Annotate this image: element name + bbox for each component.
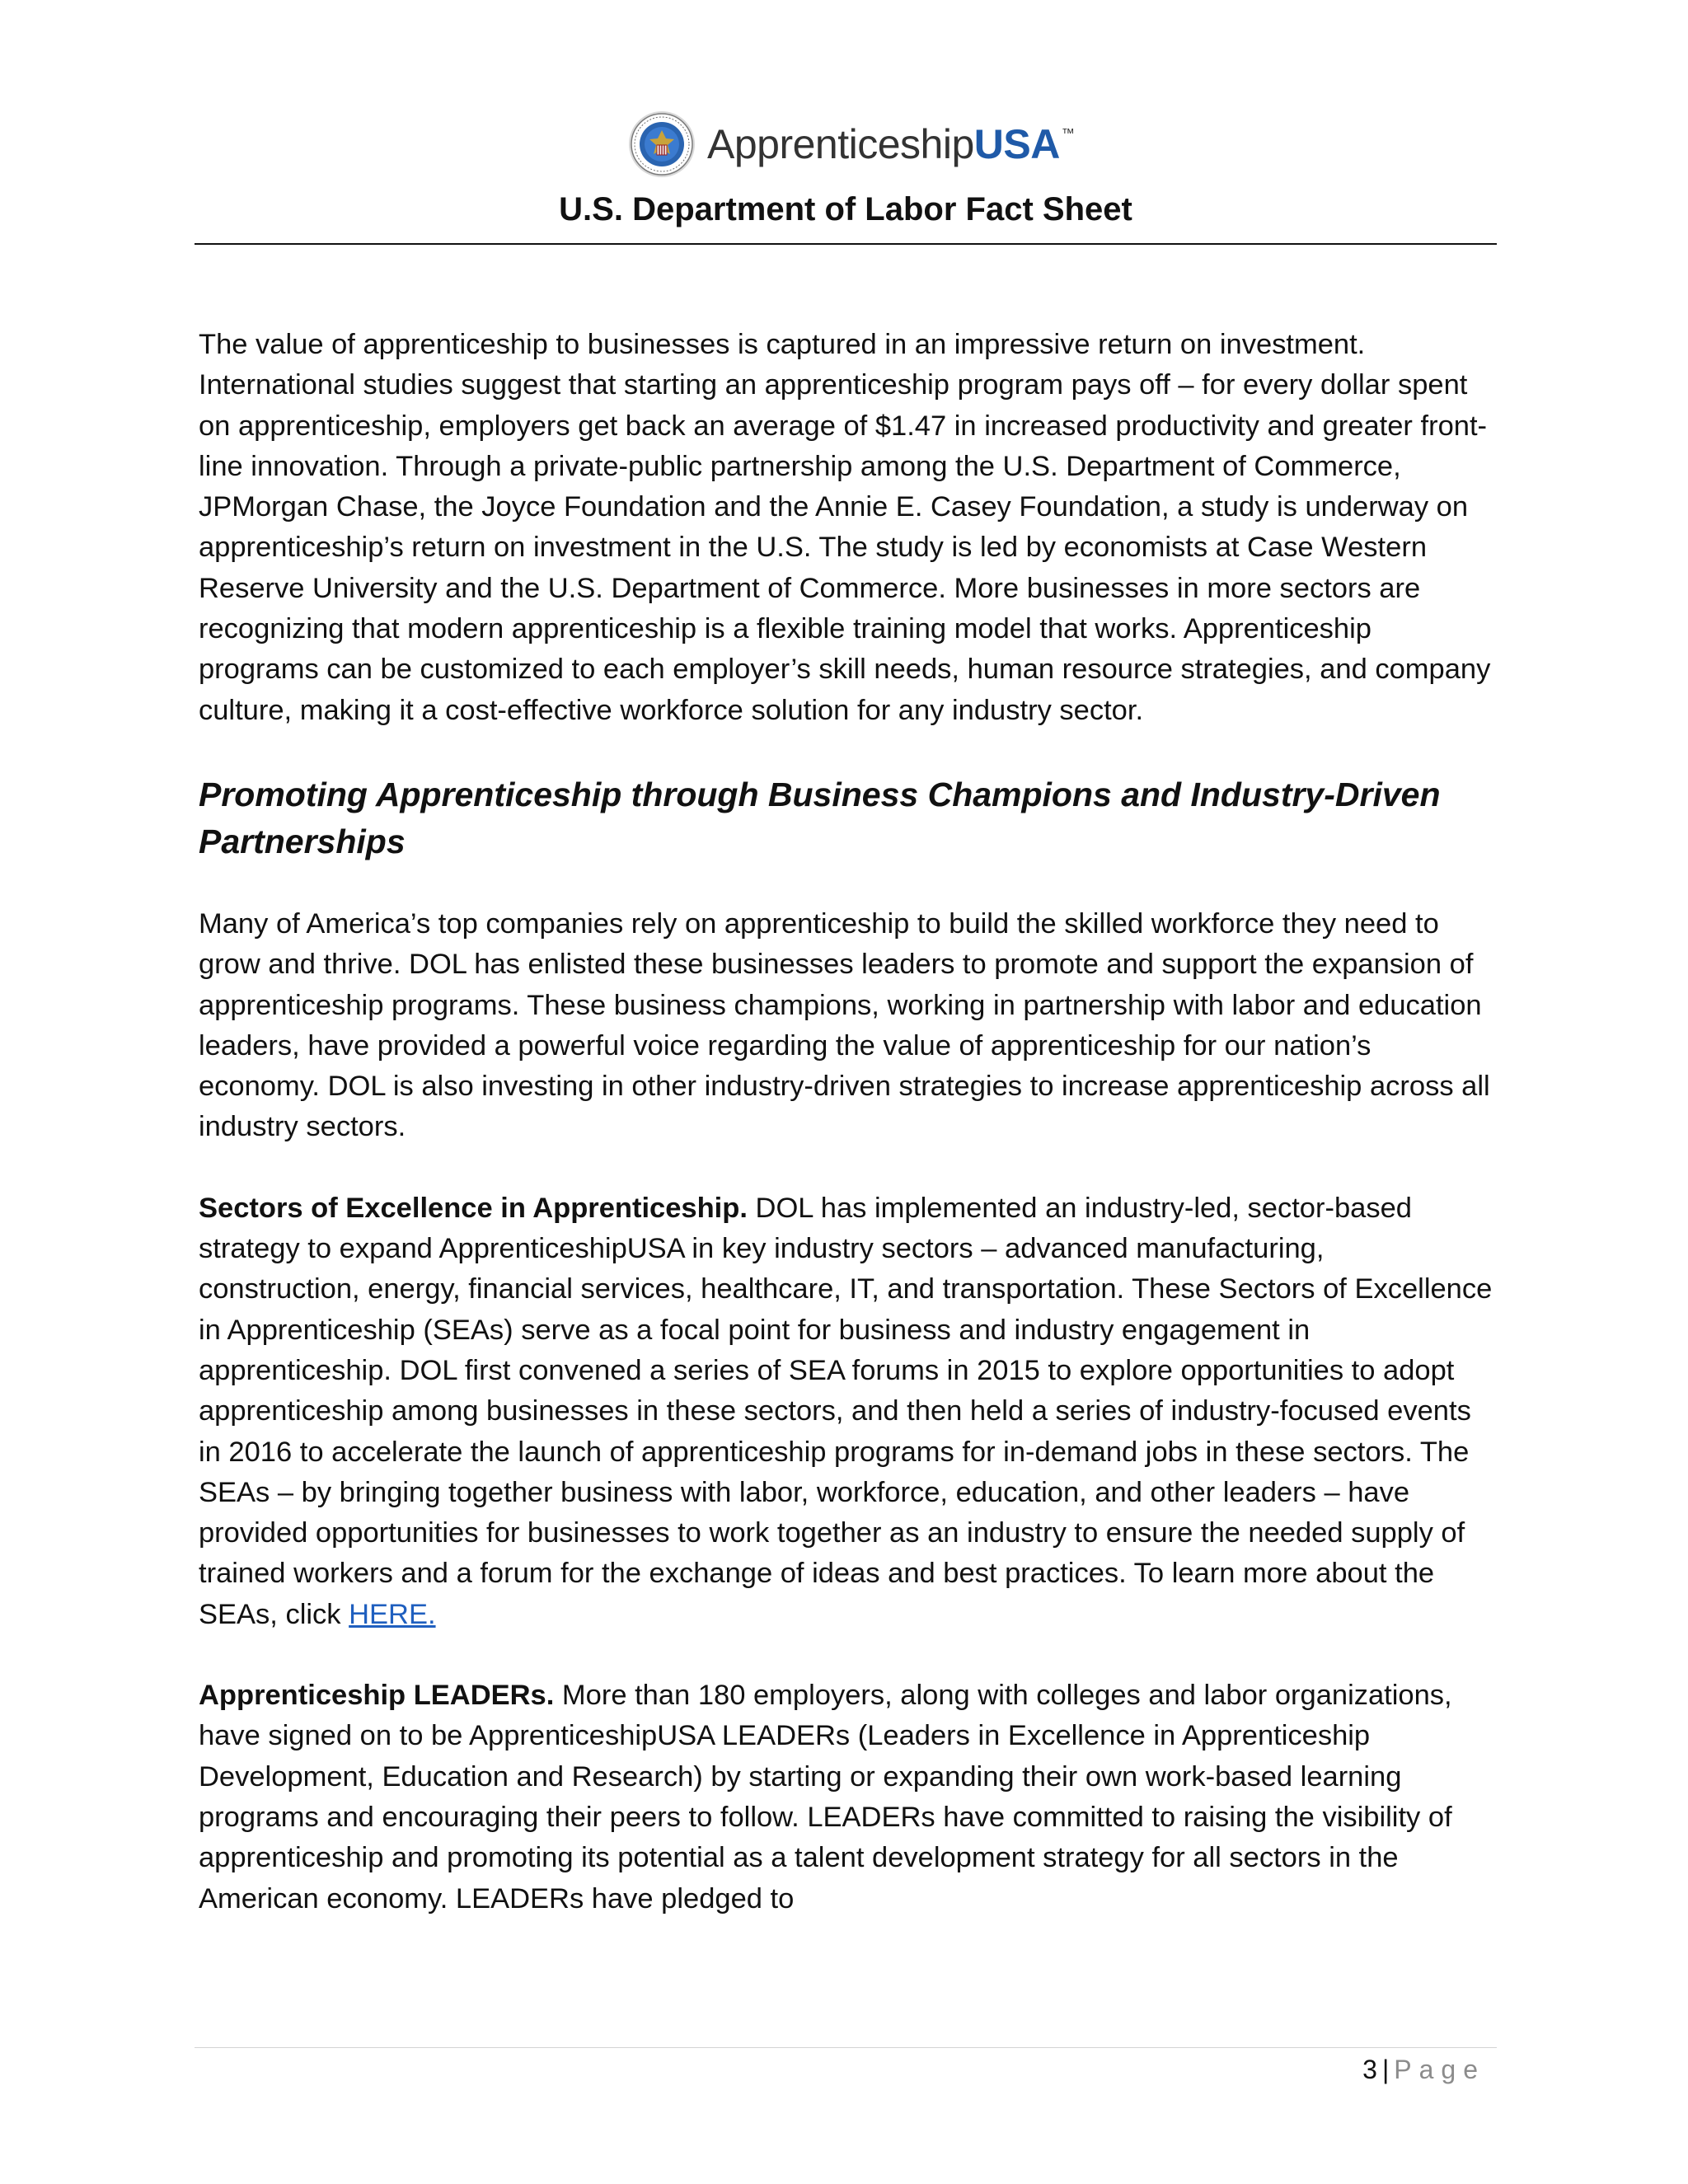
leaders-lead: Apprenticeship LEADERs.	[199, 1680, 555, 1712]
section-heading: Promoting Apprenticeship through Business Champions and Industry-Driven Partnerships	[199, 775, 1441, 860]
brand-light: Apprenticeship	[707, 121, 974, 167]
seas-paragraph	[199, 1188, 1493, 1635]
page-label: Page	[1394, 2055, 1485, 2084]
intro-paragraph: The value of apprenticeship to businesses is captured in an impressive return on investment. International studies suggest that starting an apprenticeship program pays off – for every dollar spent on apprenticeship, employers get back an average of $1.47 in increased productivity and greater front-line innovation. Through a private-public partnership among the U.S. Department of Commerce, JPMorgan Chase, the Joyce Foundation and the Annie E. Casey Foundation, a study is underway on apprenticeship’s return on investment in the U.S. The study is led by economists at Case Western Reserve University and the U.S. Department of Commerce. More businesses in more sectors are recognizing that modern apprenticeship is a flexible training model that works. Apprenticeship programs can be customized to each employer’s skill needs, human resource strategies, and company culture, making it a cost-effective workforce solution for any industry sector.	[199, 329, 1491, 726]
page-header	[195, 105, 1497, 246]
leaders-text: More than 180 employers, along with colleges and labor organizations, have signed on to be ApprenticeshipUSA LEADERs (Leaders in Excellence in Apprenticeship Development, Education and Research) by starting or expanding their own work-based learning programs and encouraging their peers to follow. LEADERs have committed to raising the visibility of apprenticeship and promoting its potential as a talent development strategy for all sectors in the American economy. LEADERs have pledged to	[199, 1680, 1452, 1915]
footer-rule	[195, 2047, 1497, 2048]
brand-wordmark	[707, 120, 1074, 168]
seas-lead: Sectors of Excellence in Apprenticeship.	[199, 1192, 748, 1224]
seas-here-link[interactable]: HERE.	[349, 1598, 436, 1630]
header-rule	[195, 243, 1497, 245]
document-body	[199, 325, 1493, 1960]
brand-trademark: ™	[1061, 127, 1075, 141]
dol-seal-icon	[628, 110, 696, 178]
brand-strong: USA	[973, 121, 1060, 167]
apprenticeship-usa-logo	[628, 109, 1074, 180]
page-separator: |	[1381, 2055, 1390, 2084]
leaders-paragraph	[199, 1675, 1493, 1919]
seas-text: DOL has implemented an industry-led, sector-based strategy to expand ApprenticeshipUSA in key industry sectors – advanced manufacturing, construction, energy, financial services, healthcare, IT, and transportation. These Sectors of Excellence in Apprenticeship (SEAs) serve as a focal point for business and industry engagement in apprenticeship. DOL first convened a series of SEA forums in 2015 to explore opportunities to adopt apprenticeship among businesses in these sectors, and then held a series of industry-focused events in 2016 to accelerate the launch of apprenticeship programs for in-demand jobs in these sectors. The SEAs – by bringing together business with labor, workforce, education, and other leaders – have provided opportunities for businesses to work together as an industry to ensure the needed supply of trained workers and a forum for the exchange of ideas and best practices. To learn more about the SEAs, click	[199, 1192, 1493, 1630]
section-intro-paragraph: Many of America’s top companies rely on apprenticeship to build the skilled workforce they need to grow and thrive. DOL has enlisted these businesses leaders to promote and support the expansion of apprenticeship programs. These business champions, working in partnership with labor and education leaders, have provided a powerful voice regarding the value of apprenticeship for our nation’s economy. DOL is also investing in other industry-driven strategies to increase apprenticeship across all industry sectors.	[199, 907, 1490, 1143]
page-number: 3	[1362, 2055, 1377, 2084]
document-title: U.S. Department of Labor Fact Sheet	[559, 191, 1132, 227]
page-footer	[1362, 2050, 1485, 2088]
